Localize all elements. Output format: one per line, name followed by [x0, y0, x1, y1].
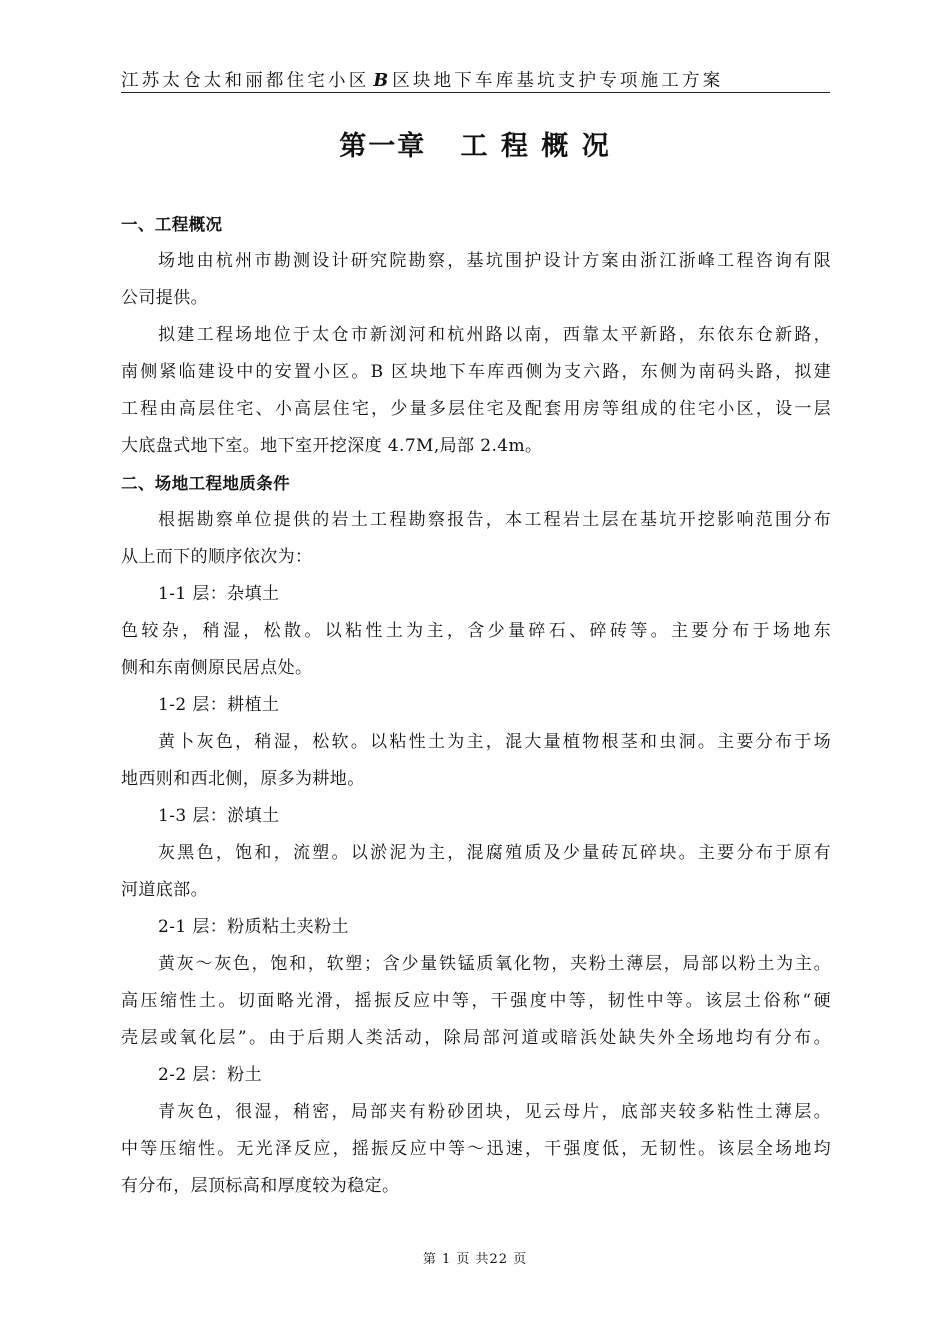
paragraph-line: 壳层或氧化层”。由于后期人类活动，除局部河道或暗浜处缺失外全场地均有分布。 — [121, 1028, 831, 1048]
chapter-title: 第一章 工 程 概 况 — [339, 131, 611, 162]
paragraph-line: 青灰色，很湿，稍密，局部夹有粉砂团块，见云母片，底部夹较多粘性土薄层。 — [158, 1102, 831, 1122]
paragraph-line: 河道底部。 — [121, 880, 208, 900]
paragraph-line: 南侧紧临建设中的安置小区。B 区块地下车库西侧为支六路，东侧为南码头路，拟建 — [121, 362, 831, 382]
document-body — [121, 206, 831, 1205]
paragraph-line: 工程由高层住宅、小高层住宅，少量多层住宅及配套用房等组成的住宅小区，设一层 — [121, 399, 831, 419]
header-text-b: B — [373, 71, 389, 91]
paragraph-line: 有分布，层顶标高和厚度较为稳定。 — [121, 1176, 400, 1196]
page-footer: 第 1 页 共22 页 — [422, 1252, 528, 1267]
paragraph-line: 根据勘察单位提供的岩土工程勘察报告，本工程岩土层在基坑开挖影响范围分布 — [158, 510, 831, 530]
paragraph-line: 侧和东南侧原民居点处。 — [121, 658, 313, 678]
header-text-after: 区块地下车库基坑支护专项施工方案 — [392, 71, 724, 91]
paragraph-line: 色较杂，稍湿，松散。以粘性土为主，含少量碎石、碎砖等。主要分布于场地东 — [121, 621, 831, 641]
header-text-before: 江苏太仓太和丽都住宅小区 — [121, 71, 370, 91]
layer-title: 1-3 层：淤填土 — [158, 806, 280, 826]
layer-title: 1-2 层：耕植土 — [158, 695, 280, 715]
layer-title: 1-1 层：杂填土 — [158, 584, 280, 604]
layer-title: 2-2 层：粉土 — [158, 1065, 262, 1085]
section-heading-geology: 二、场地工程地质条件 — [121, 474, 290, 493]
paragraph-line: 灰黑色，饱和，流塑。以淤泥为主，混腐殖质及少量砖瓦碎块。主要分布于原有 — [158, 843, 831, 863]
paragraph-line: 黄灰～灰色，饱和，软塑；含少量铁锰质氧化物，夹粉土薄层，局部以粉土为主。 — [158, 954, 831, 974]
paragraph-line: 从上而下的顺序依次为： — [121, 547, 313, 567]
paragraph-line: 拟建工程场地位于太仓市新浏河和杭州路以南，西靠太平新路，东依东仓新路， — [158, 325, 831, 345]
section-heading-overview: 一、工程概况 — [121, 215, 223, 234]
page-header — [121, 64, 830, 93]
paragraph-line: 大底盘式地下室。地下室开挖深度 4.7M,局部 2.4m。 — [121, 436, 543, 456]
paragraph-line: 地西则和西北侧，原多为耕地。 — [121, 769, 365, 789]
paragraph-line: 黄卜灰色，稍湿，松软。以粘性土为主，混大量植物根茎和虫洞。主要分布于场 — [158, 732, 831, 752]
paragraph-line: 场地由杭州市勘测设计研究院勘察，基坑围护设计方案由浙江浙峰工程咨询有限 — [158, 251, 831, 271]
paragraph-line: 高压缩性土。切面略光滑，摇振反应中等，干强度中等，韧性中等。该层土俗称“硬 — [121, 991, 831, 1011]
page-header-text — [121, 67, 723, 92]
paragraph-line: 公司提供。 — [121, 288, 208, 308]
paragraph-line: 中等压缩性。无光泽反应，摇振反应中等～迅速，干强度低，无韧性。该层全场地均 — [121, 1139, 831, 1159]
layer-title: 2-1 层：粉质粘土夹粉土 — [158, 917, 349, 937]
